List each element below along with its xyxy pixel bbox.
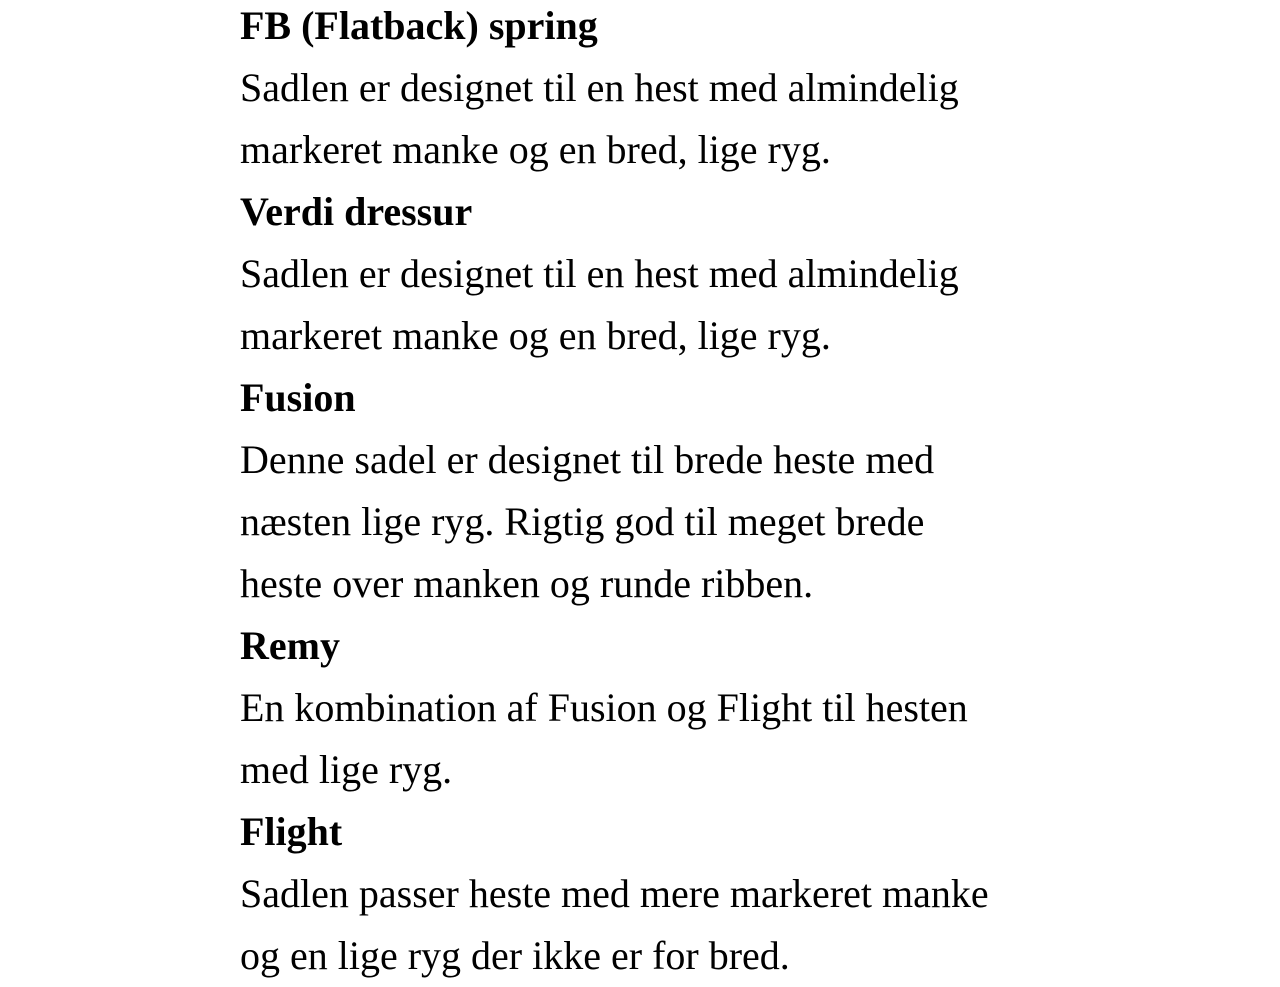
- entry-description-line: heste over manken og runde ribben.: [240, 561, 814, 606]
- entry-description-line: En kombination af Fusion og Flight til hesten: [240, 685, 968, 730]
- entry-description-line: næsten lige ryg. Rigtig god til meget brede: [240, 499, 925, 544]
- entry-fusion: [240, 367, 1080, 615]
- entry-verdi-dressur: [240, 181, 1080, 367]
- entry-description-line: Sadlen passer heste med mere markeret manke: [240, 871, 989, 916]
- entry-title: Flight: [240, 809, 343, 854]
- entry-fb-flatback-spring: [240, 0, 1080, 181]
- entry-description-line: Sadlen er designet til en hest med almindelig: [240, 251, 959, 296]
- entry-description-line: og en lige ryg der ikke er for bred.: [240, 933, 790, 978]
- entry-description-line: markeret manke og en bred, lige ryg.: [240, 127, 831, 172]
- entry-description-line: med lige ryg.: [240, 747, 453, 792]
- entry-title: FB (Flatback) spring: [240, 3, 598, 48]
- entry-flight: [240, 801, 1080, 987]
- entry-description-line: Sadlen er designet til en hest med almindelig: [240, 65, 959, 110]
- document-body: [240, 0, 1080, 987]
- entry-description-line: Denne sadel er designet til brede heste med: [240, 437, 935, 482]
- entry-title: Fusion: [240, 375, 356, 420]
- entry-title: Remy: [240, 623, 340, 668]
- entry-description-line: markeret manke og en bred, lige ryg.: [240, 313, 831, 358]
- entry-title: Verdi dressur: [240, 189, 473, 234]
- entry-remy: [240, 615, 1080, 801]
